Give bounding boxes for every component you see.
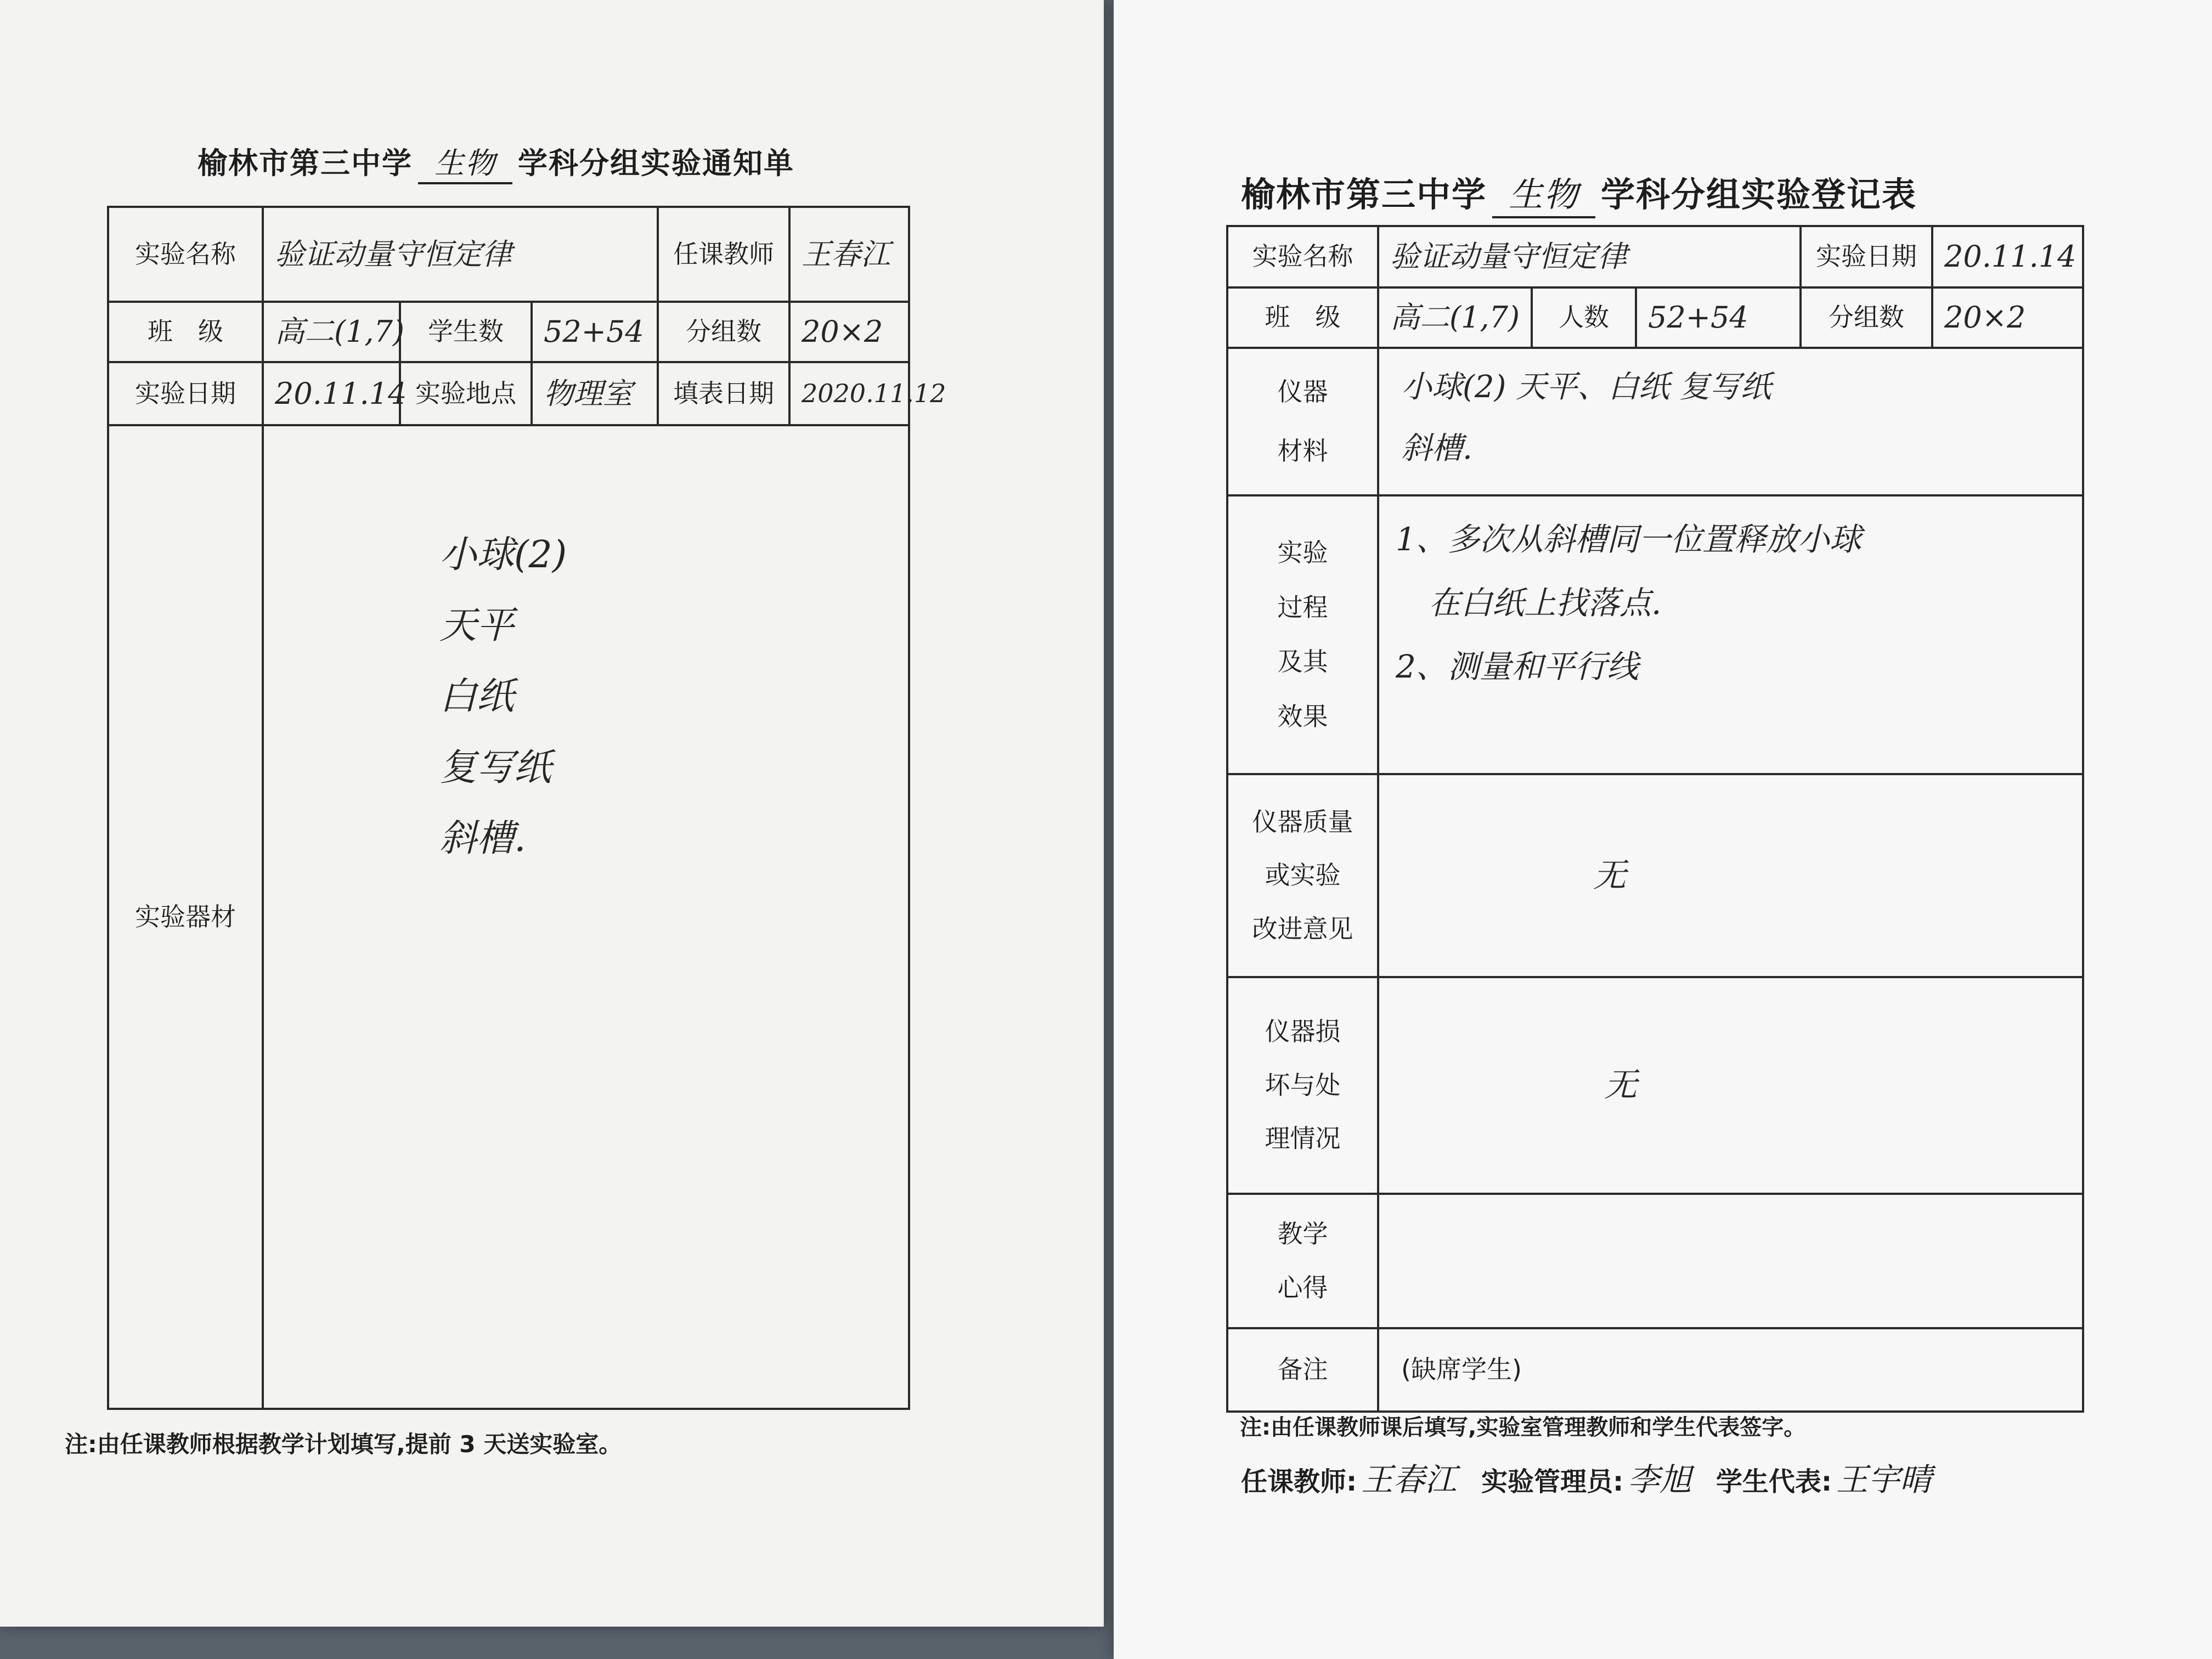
value-class: 高二(1,7) xyxy=(1378,287,1532,348)
notice-sheet xyxy=(0,0,1104,1627)
label-quality: 仪器质量 或实验 改进意见 xyxy=(1227,774,1378,977)
label-date: 实验日期 xyxy=(1801,226,1932,287)
value-quality: 无 xyxy=(1378,774,2083,977)
notice-table xyxy=(107,206,946,1410)
label-experiment-name: 实验名称 xyxy=(1227,226,1378,287)
label-process: 实验 过程 及其 效果 xyxy=(1227,495,1378,774)
school-name: 榆林市第三中学 xyxy=(1241,174,1487,215)
equipment-item: 斜槽. xyxy=(439,816,526,860)
label-students: 学生数 xyxy=(400,302,532,362)
form-name: 学科分组实验通知单 xyxy=(518,146,794,180)
value-count: 52+54 xyxy=(1636,287,1801,348)
notice-footnote: 注:由任课教师根据教学计划填写,提前 3 天送实验室。 xyxy=(65,1431,622,1458)
register-title xyxy=(1241,167,1917,218)
equipment-list-cell xyxy=(263,425,909,1409)
label-count: 人数 xyxy=(1532,287,1636,348)
student-signature: 王宇晴 xyxy=(1836,1461,1932,1498)
value-date: 20.11.14 xyxy=(1932,226,2083,287)
notice-title xyxy=(198,140,794,184)
value-class: 高二(1,7) xyxy=(263,302,400,362)
teacher-signature: 王春江 xyxy=(1361,1461,1457,1498)
label-place: 实验地点 xyxy=(400,362,532,425)
value-groups: 20×2 xyxy=(1932,287,2083,348)
value-fill-date: 2020.11.12 xyxy=(789,362,909,425)
equipment-item: 小球(2) xyxy=(439,533,567,577)
process-cell xyxy=(1378,495,2083,774)
label-damage: 仪器损 坏与处 理情况 xyxy=(1227,977,1378,1194)
equipment-item: 白纸 xyxy=(439,675,515,719)
label-equipment: 实验器材 xyxy=(108,425,263,1409)
materials-cell xyxy=(1378,348,2083,495)
student-sign-label: 学生代表: xyxy=(1716,1466,1832,1497)
label-reflection: 教学 心得 xyxy=(1227,1194,1378,1328)
subject-handwritten: 生物 xyxy=(418,140,512,184)
label-remarks: 备注 xyxy=(1227,1328,1378,1412)
value-damage: 无 xyxy=(1378,977,2083,1194)
label-teacher: 任课教师 xyxy=(658,207,789,302)
materials-text: 小球(2) 天平、白纸 复写纸 斜槽. xyxy=(1401,369,1771,466)
school-name: 榆林市第三中学 xyxy=(198,146,413,180)
label-date: 实验日期 xyxy=(108,362,263,425)
value-teacher: 王春江 xyxy=(789,207,909,302)
label-fill-date: 填表日期 xyxy=(658,362,789,425)
teacher-sign-label: 任课教师: xyxy=(1241,1466,1357,1497)
label-groups: 分组数 xyxy=(1801,287,1932,348)
signature-row xyxy=(1241,1454,1947,1500)
subject-handwritten: 生物 xyxy=(1492,167,1595,218)
equipment-item: 天平 xyxy=(439,604,515,648)
label-experiment-name: 实验名称 xyxy=(108,207,263,302)
label-groups: 分组数 xyxy=(658,302,789,362)
value-reflection xyxy=(1378,1194,2083,1328)
admin-sign-label: 实验管理员: xyxy=(1481,1466,1624,1497)
admin-signature: 李旭 xyxy=(1628,1461,1692,1498)
register-sheet xyxy=(1114,0,2212,1659)
register-table xyxy=(1226,225,2084,1413)
value-remarks: (缺席学生) xyxy=(1378,1328,2083,1412)
value-students: 52+54 xyxy=(532,302,658,362)
value-place: 物理室 xyxy=(532,362,658,425)
value-experiment-name: 验证动量守恒定律 xyxy=(1378,226,1801,287)
register-footnote: 注:由任课教师课后填写,实验室管理教师和学生代表签字。 xyxy=(1240,1415,1806,1440)
label-class: 班 级 xyxy=(1227,287,1378,348)
label-materials: 仪器 材料 xyxy=(1227,348,1378,495)
equipment-list xyxy=(439,520,908,874)
value-date: 20.11.14 xyxy=(263,362,400,425)
form-name: 学科分组实验登记表 xyxy=(1601,174,1917,215)
value-groups: 20×2 xyxy=(789,302,909,362)
value-experiment-name: 验证动量守恒定律 xyxy=(263,207,658,302)
label-class: 班 级 xyxy=(108,302,263,362)
equipment-item: 复写纸 xyxy=(439,746,552,789)
process-text: 1、多次从斜槽同一位置释放小球 在白纸上找落点. 2、测量和平行线 xyxy=(1396,521,1861,685)
